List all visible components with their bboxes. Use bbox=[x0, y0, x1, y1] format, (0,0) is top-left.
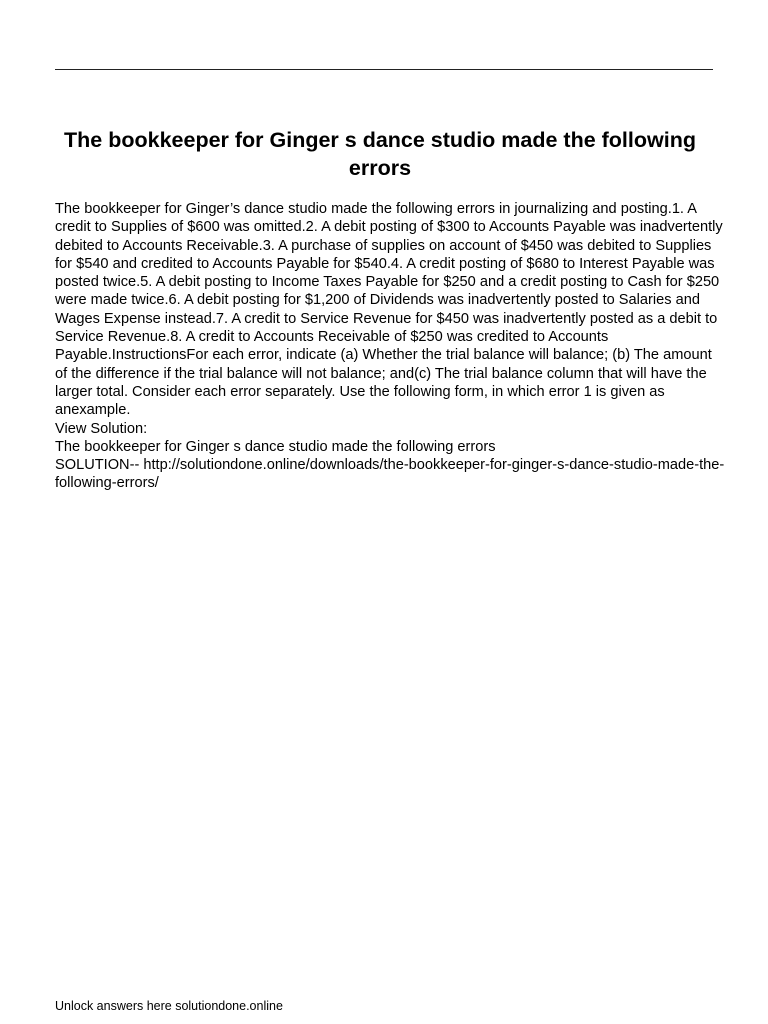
document-body bbox=[55, 200, 727, 493]
solution-title: The bookkeeper for Ginger s dance studio made the following errors bbox=[55, 438, 496, 455]
view-solution-label: View Solution: bbox=[55, 420, 148, 437]
page-title: The bookkeeper for Ginger s dance studio made the following errors bbox=[64, 128, 696, 180]
solution-link[interactable]: SOLUTION-- http://solutiondone.online/downloads/the-bookkeeper-for-ginger-s-dance-studio-made-the-following-errors/ bbox=[55, 457, 725, 492]
question-text: The bookkeeper for Ginger’s dance studio made the following errors in journalizing and posting.1. A credit to Supplies of $600 was omitted.2. A debit posting of $300 to Accounts Payable was inadvertently debited to Accounts Receivable.3. A purchase of supplies on account of $450 was debited to Supplies for $540 and credited to Accounts Payable for $540.4. A credit posting of $680 to Interest Payable was posted twice.5. A debit posting to Income Taxes Payable for $250 and a credit posting to Cash for $250 were made twice.6. A debit posting for $1,200 of Dividends was inadvertently posted to Salaries and Wages Expense instead.7. A credit to Service Revenue for $450 was inadvertently posted as a debit to Service Revenue.8. A credit to Accounts Receivable of $250 was credited to Accounts Payable.InstructionsFor each error, indicate (a) Whether the trial balance will balance; (b) The amount of the difference if the trial balance will not balance; and(c) The trial balance column that will have the larger total. Consider each error separately. Use the following form, in which error 1 is given as anexample. bbox=[55, 201, 723, 419]
footer-text: Unlock answers here solutiondone.online bbox=[55, 999, 283, 1013]
header-divider bbox=[55, 69, 713, 70]
